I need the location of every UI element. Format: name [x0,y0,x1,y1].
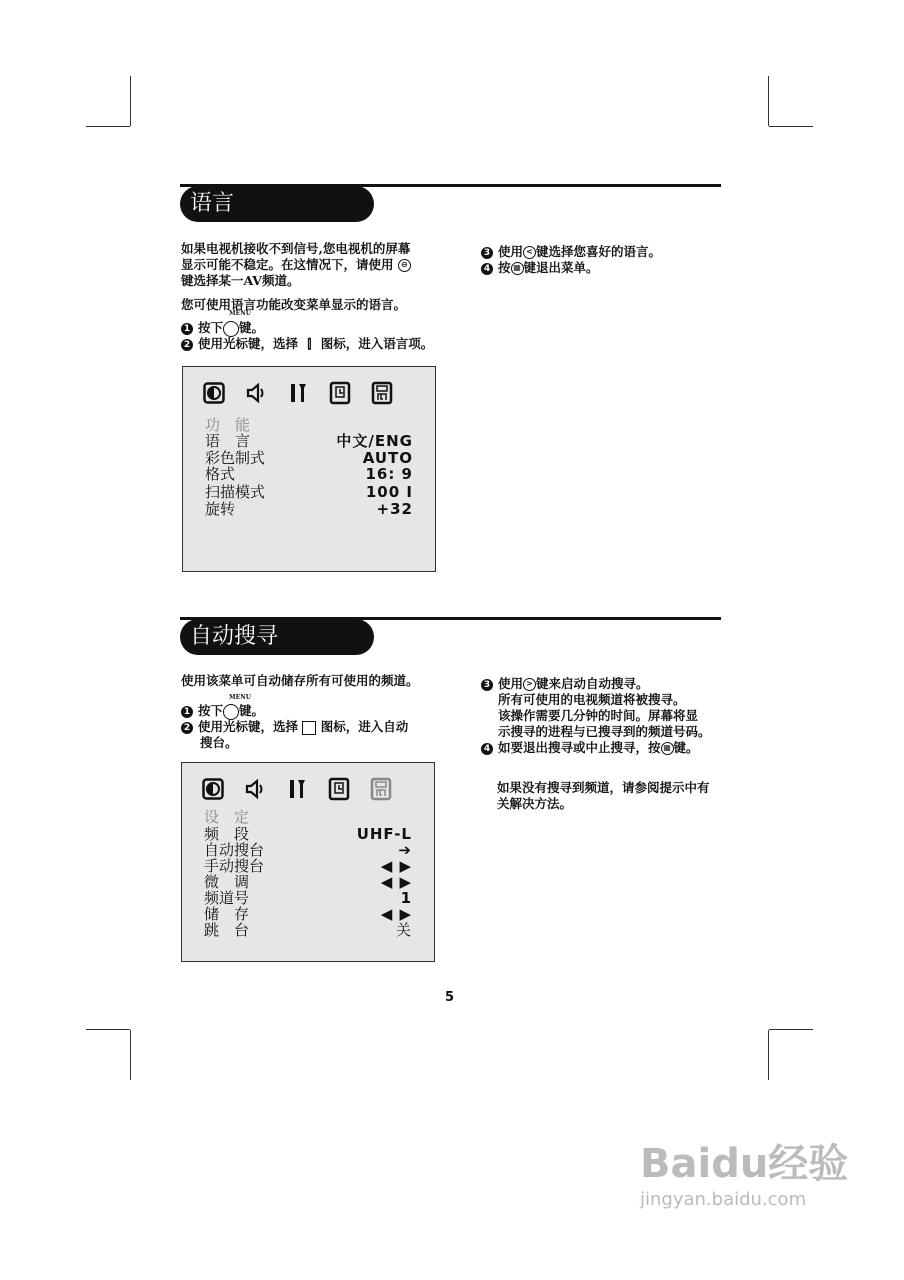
paragraph-line: 键选择某一AV频道。 [181,273,300,288]
install-icon [370,777,392,801]
step-1: 1 按下 键。 [181,703,264,720]
step-2-cont: 搜台。 [200,735,238,750]
install-icon [302,721,316,735]
step-number-icon: 1 [181,323,193,335]
crop-mark [768,76,769,126]
crop-mark [769,1029,813,1030]
paragraph-line: 显示可能不稳定。在这情况下，请使用 ⊖ [181,257,411,273]
step-1: 1 按下 键。 [181,320,264,337]
sound-icon [244,777,266,801]
step-4: 4 按 ▦ 键退出菜单。 [481,260,599,276]
section-title: 自动搜寻 [180,619,374,655]
timer-icon [328,777,350,801]
step-number-icon: 4 [481,743,493,755]
tools-icon [287,381,309,405]
left-button-icon: < [523,246,536,259]
step-number-icon: 2 [181,339,193,351]
step-number-icon: 2 [181,722,193,734]
step-number-icon: 4 [481,263,493,275]
step-number-icon: 3 [481,679,493,691]
crop-mark [768,1030,769,1080]
menu-button-icon [223,321,239,337]
step-3-cont: 所有可使用的电视频道将被搜寻。 [498,692,686,707]
step-number-icon: 1 [181,706,193,718]
timer-icon [329,381,351,405]
paragraph-line: 您可使用语言功能改变菜单显示的语言。 [181,297,407,312]
step-3-cont: 该操作需要几分钟的时间。屏幕将显 [498,708,699,723]
step-3: 3 使用 > 键来启动自动搜寻。 [481,676,649,692]
tools-icon: ⫿ [307,336,312,351]
step-3-cont: 示搜寻的进程与已搜寻到的频道号码。 [498,724,711,739]
page-number: 5 [445,990,455,1005]
section-title: 语言 [180,186,374,222]
osd-menu-setup: 设 定 频 段 UHF-L 自动搜台 ➔ 手动搜台 ◀ ▶ 微 调 ◀ ▶ 频道号 1 储 存 ◀ ▶ 跳 台 关 [181,762,435,962]
exit-button-icon: ▦ [511,262,524,275]
paragraph-line: 如果电视机接收不到信号,您电视机的屏幕 [181,241,411,256]
sound-icon [245,381,267,405]
osd-menu-function: 功 能 语 言 中文/ENG 彩色制式 AUTO 格式 16: 9 扫描模式 100 I 旋转 +32 [182,366,436,572]
picture-icon [203,381,225,405]
right-button-icon: > [523,678,536,691]
paragraph-line: 使用该菜单可自动储存所有可使用的频道。 [181,673,419,688]
picture-icon [202,777,224,801]
step-number-icon: 3 [481,247,493,259]
note-line: 关解决方法。 [497,796,573,811]
tools-icon [286,777,308,801]
menu-header: 功 能 [205,416,251,434]
note-line: 如果没有搜寻到频道，请参阅提示中有 [497,780,710,795]
watermark-url: jingyan.baidu.com [640,1189,807,1210]
crop-mark [86,126,130,127]
step-2: 2 使用光标键，选择 ⫿ 图标，进入语言项。 [181,336,433,352]
step-3: 3 使用 < 键选择您喜好的语言。 [481,244,661,260]
menu-label: MENU [229,310,251,317]
install-icon [371,381,393,405]
watermark-brand: Baidu经验 [640,1141,849,1187]
menu-header: 设 定 [204,808,250,826]
menu-icon-row [203,381,393,405]
crop-mark [130,76,131,126]
crop-mark [769,126,813,127]
exit-button-icon: ▦ [661,742,674,755]
watermark [640,1140,848,1212]
crop-mark [86,1029,130,1030]
step-4: 4 如要退出搜寻或中止搜寻，按 ▦ 键。 [481,740,699,756]
step-2: 2 使用光标键，选择 图标，进入自动 [181,719,408,735]
menu-button-icon [223,704,239,720]
av-button-icon: ⊖ [398,259,411,272]
menu-icon-row [202,777,392,801]
menu-label: MENU [229,694,251,701]
crop-mark [130,1030,131,1080]
